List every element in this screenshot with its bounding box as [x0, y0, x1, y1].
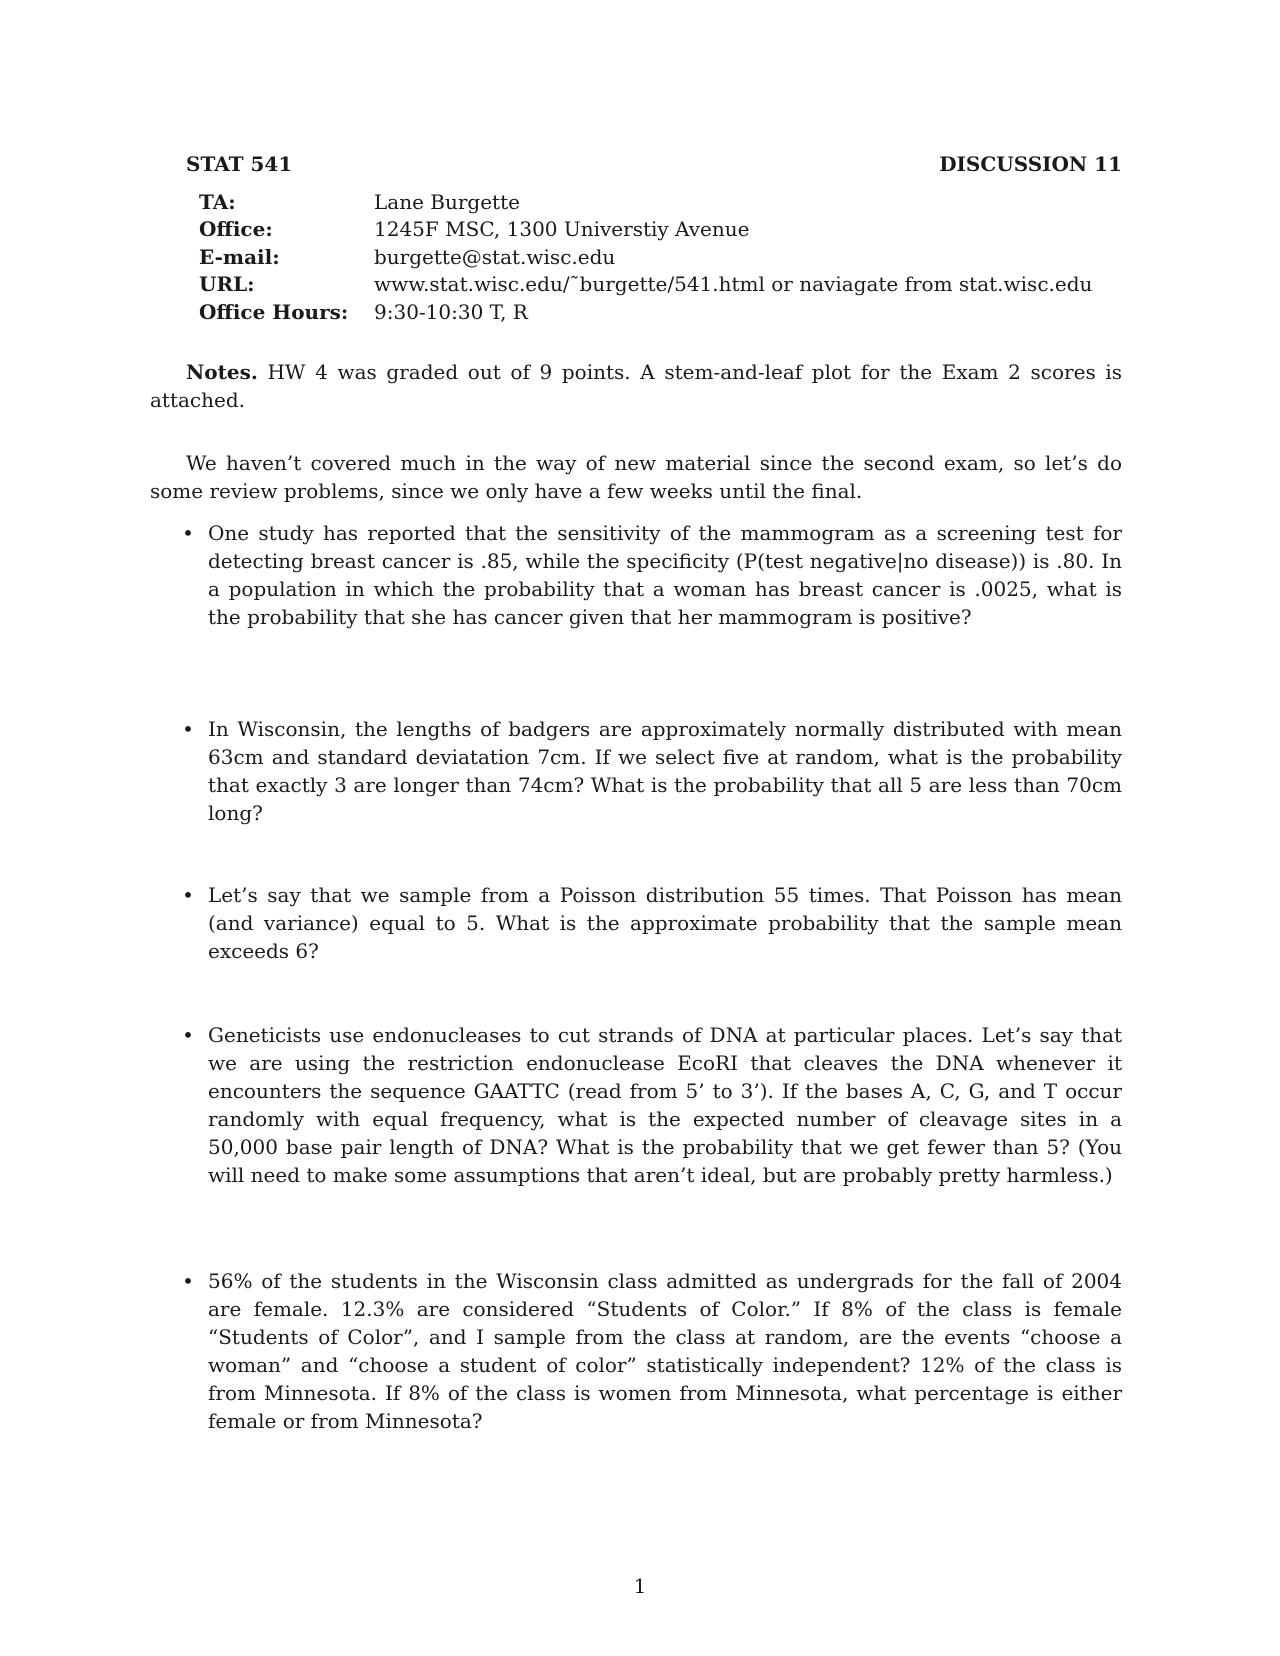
info-row-email: [199, 243, 1092, 271]
problem-text: 56% of the students in the Wisconsin class admitted as undergrads for the fall of 2004 are female. 12.3% are considered “Students of Color.” If 8% of the class is female “Students of Color”, and I sample from the class at random, are the events “choose a woman” and “choose a student of color” statistically independent? 12% of the class is from Minnesota. If 8% of the class is women from Minnesota, what percentage is either female or from Minnesota?: [208, 1269, 1122, 1433]
problem-item-5: [178, 1267, 1122, 1435]
bullet-icon: •: [182, 717, 194, 741]
notes-paragraph: [150, 358, 1122, 414]
problem-text: In Wisconsin, the lengths of badgers are approximately normally distributed with mean 63cm and standard deviatation 7cm. If we select five at random, what is the probability that exactly 3 are longer than 74cm? What is the probability that all 5 are less than 70cm long?: [208, 717, 1122, 825]
document-title: DISCUSSION 11: [939, 152, 1122, 176]
problem-item-2: [178, 715, 1122, 827]
notes-heading: Notes.: [186, 360, 258, 384]
info-label: URL:: [199, 272, 255, 297]
info-label: E-mail:: [199, 244, 280, 269]
bullet-icon: •: [182, 1023, 194, 1047]
problem-item-3: [178, 881, 1122, 965]
notes-text: HW 4 was graded out of 9 points. A stem-and-leaf plot for the Exam 2 scores is attached.: [150, 360, 1123, 412]
problem-text: Geneticists use endonucleases to cut strands of DNA at particular places. Let’s say that we are using the restriction endonuclease EcoRI that cleaves the DNA whenever it encounters the sequence GAATTC (read from 5’ to 3’). If the bases A, C, G, and T occur randomly with equal frequency, what is the expected number of cleavage sites in a 50,000 base pair length of DNA? What is the probability that we get fewer than 5? (You will need to make some assumptions that aren’t ideal, but are probably pretty harmless.): [208, 1023, 1122, 1187]
problem-item-1: [178, 519, 1122, 631]
info-row-office-hours: [199, 298, 1092, 326]
info-label: Office:: [199, 217, 273, 242]
info-value: www.stat.wisc.edu/˜burgette/541.html or naviagate from stat.wisc.edu: [374, 272, 1093, 297]
info-label: TA:: [199, 189, 236, 214]
info-value: burgette@stat.wisc.edu: [374, 244, 616, 269]
intro-paragraph: [150, 449, 1122, 505]
bullet-icon: •: [182, 883, 194, 907]
info-row-office: [199, 216, 1092, 244]
page-header: [186, 152, 1122, 176]
bullet-icon: •: [182, 521, 194, 545]
info-value: 9:30-10:30 T, R: [374, 299, 528, 324]
info-value: 1245F MSC, 1300 Universtiy Avenue: [374, 217, 750, 242]
intro-text: We haven’t covered much in the way of new material since the second exam, so let’s do some review problems, since we only have a few weeks until the final.: [150, 451, 1122, 503]
bullet-icon: •: [182, 1269, 194, 1293]
problem-item-4: [178, 1021, 1122, 1189]
info-row-ta: [199, 188, 1092, 216]
course-code: STAT 541: [186, 152, 293, 176]
contact-info-table: [199, 188, 1092, 326]
info-label: Office Hours:: [199, 299, 349, 324]
problem-text: Let’s say that we sample from a Poisson distribution 55 times. That Poisson has mean (and variance) equal to 5. What is the approximate probability that the sample mean exceeds 6?: [208, 883, 1122, 963]
info-value: Lane Burgette: [374, 189, 520, 214]
page-number: 1: [633, 1574, 647, 1598]
problem-text: One study has reported that the sensitivity of the mammogram as a screening test for detecting breast cancer is .85, while the specificity (P(test negative|no disease)) is .80. In a population in which the probability that a woman has breast cancer is .0025, what is the probability that she has cancer given that her mammogram is positive?: [208, 521, 1122, 629]
info-row-url: [199, 271, 1092, 299]
